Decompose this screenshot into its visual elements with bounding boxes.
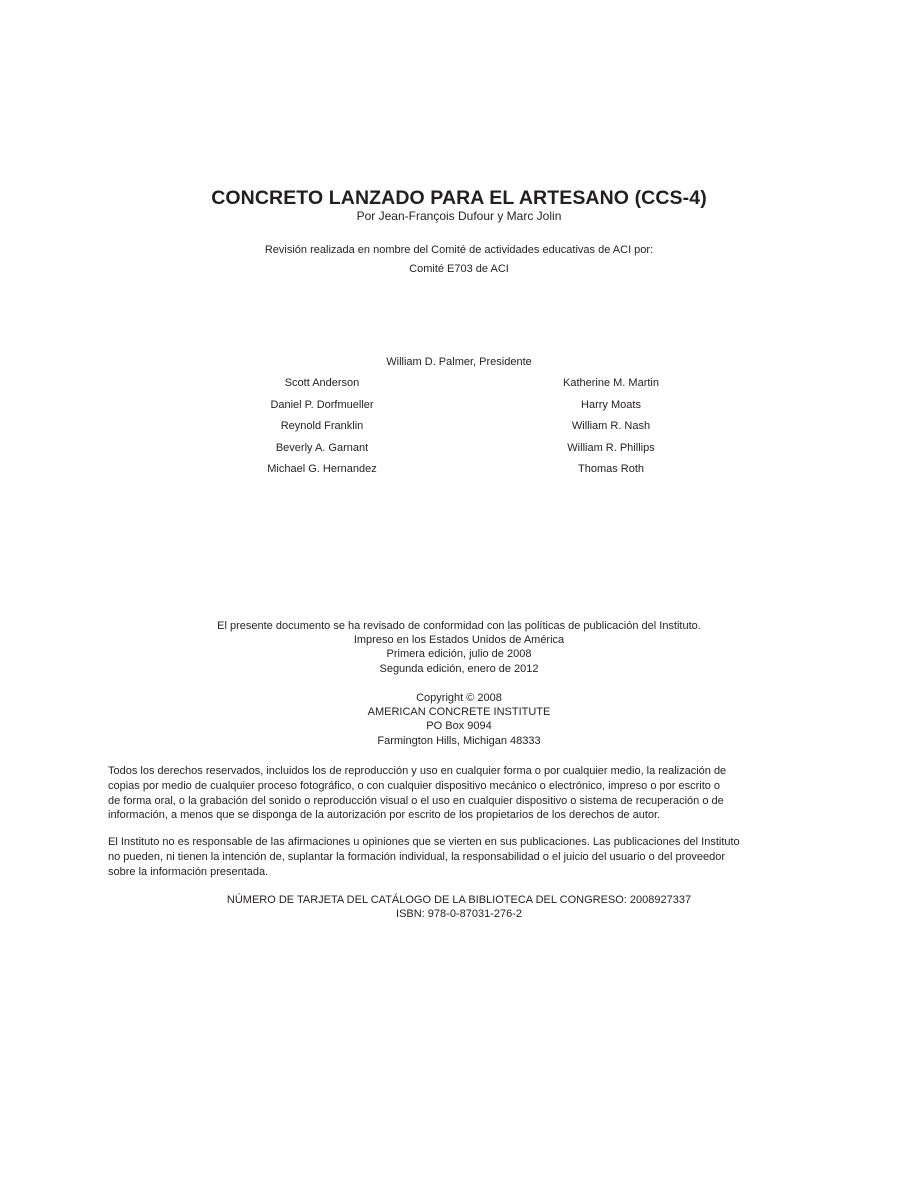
copyright-line: AMERICAN CONCRETE INSTITUTE — [367, 706, 551, 719]
committee-members-right — [511, 376, 711, 484]
review-line: Revisión realizada en nombre del Comité de actividades educativas de ACI por: — [264, 244, 654, 256]
committee-member: William R. Phillips — [567, 441, 655, 454]
committee-member: William R. Nash — [571, 420, 651, 432]
committee-chair: William D. Palmer, Presidente — [386, 356, 532, 368]
copyright-line: Copyright © 2008 — [416, 692, 502, 704]
committee-members-left — [222, 376, 422, 484]
catalog-info — [0, 893, 918, 921]
committee-member: Katherine M. Martin — [563, 377, 659, 389]
policy-line: Impreso en los Estados Unidos de América — [353, 634, 565, 647]
committee-member: Thomas Roth — [577, 463, 645, 475]
committee-member: Daniel P. Dorfmueller — [270, 398, 374, 411]
rights-line: de forma oral, o la grabación del sonido o reproducción visual o el uso en cualquier dispositivo o sistema de recuperación o de — [108, 794, 724, 807]
committee-member: Beverly A. Garnant — [275, 441, 369, 454]
isbn: ISBN: 978-0-87031-276-2 — [396, 908, 522, 920]
committee-member: Reynold Franklin — [280, 420, 364, 432]
rights-line: copias por medio de cualquier proceso fotográfico, o con cualquier dispositivo mecánico o electrónico, impreso o por escrito o — [108, 779, 721, 792]
disclaimer-line: El Instituto no es responsable de las afirmaciones u opiniones que se vierten en sus publicaciones. Las publicaciones del Instituto — [108, 836, 740, 848]
disclaimer-line: no pueden, ni tienen la intención de, suplantar la formación individual, la responsabilidad o el juicio del usuario o del proveedor — [108, 850, 726, 863]
committee-member: Michael G. Hernandez — [267, 463, 377, 475]
library-catalog-number: NÚMERO DE TARJETA DEL CATÁLOGO DE LA BIBLIOTECA DEL CONGRESO: 2008927337 — [226, 894, 692, 906]
copyright-line: Farmington Hills, Michigan 48333 — [377, 734, 541, 747]
rights-line: Todos los derechos reservados, incluidos los de reproducción y uso en cualquier forma o por cualquier medio, la realización de — [108, 765, 727, 777]
copyright-line: PO Box 9094 — [426, 720, 492, 733]
policy-line: Segunda edición, enero de 2012 — [379, 662, 539, 675]
review-statement — [0, 243, 918, 281]
policy-line: Primera edición, julio de 2008 — [386, 648, 532, 661]
rights-paragraph — [108, 764, 808, 823]
disclaimer-line: sobre la información presentada. — [108, 865, 269, 878]
committee-member: Scott Anderson — [284, 377, 360, 389]
review-line: Comité E703 de ACI — [409, 263, 509, 275]
committee-member: Harry Moats — [581, 398, 641, 411]
publication-policy — [0, 619, 918, 676]
document-title: CONCRETO LANZADO PARA EL ARTESANO (CCS-4) — [211, 187, 707, 209]
copyright-block — [0, 691, 918, 748]
policy-line: El presente documento se ha revisado de conformidad con las políticas de publicación del Instituto. — [217, 620, 701, 632]
disclaimer-paragraph — [108, 835, 808, 879]
authors-byline: Por Jean-François Dufour y Marc Jolin — [356, 209, 562, 223]
rights-line: información, a menos que se disponga de la autorización por escrito de los propietarios de los derechos de autor. — [108, 809, 661, 822]
